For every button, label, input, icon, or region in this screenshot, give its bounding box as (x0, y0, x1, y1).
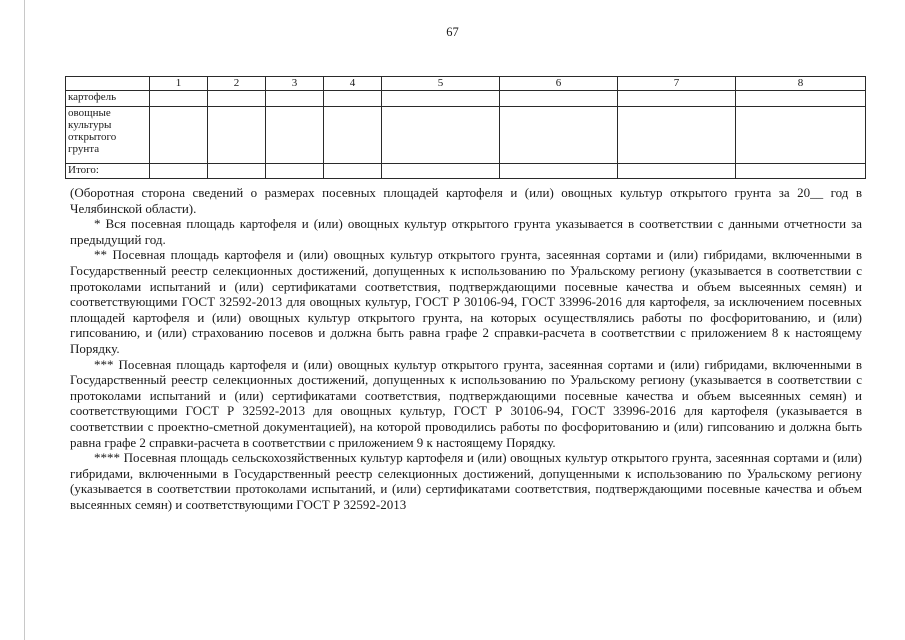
table-cell (500, 164, 618, 179)
table-header-cell: 1 (150, 77, 208, 91)
scan-edge-line (24, 0, 25, 640)
table-row-vegetables (66, 107, 866, 164)
table-cell (324, 164, 382, 179)
table-cell (618, 107, 736, 164)
table-cell (150, 164, 208, 179)
page-number: 67 (446, 25, 459, 39)
table-cell (382, 91, 500, 107)
paragraph-reverse-side-note: (Оборотная сторона сведений о размерах посевных площадей картофеля и (или) овощных культур открытого грунта за 20__ год в Челябинской области). (70, 185, 862, 216)
table-cell (382, 164, 500, 179)
table-cell (266, 164, 324, 179)
paragraph-footnote-4: **** Посевная площадь сельскохозяйственных культур картофеля и (или) овощных культур открытого грунта, засеянная сортами и (или) гибридами, включенными в Государственный реестр селекционных достижений, допущенными к использованию по Уральскому региону (указывается в соответствии протоколами испытаний, и (или) сертификатами соответствия, подтверждающими посевные качества и объем высеянных семян) и соответствующими ГОСТ Р 32592-2013 (70, 450, 862, 512)
table-header-cell (66, 77, 150, 91)
table-header-cell: 2 (208, 77, 266, 91)
table-header-cell: 7 (618, 77, 736, 91)
table-cell (208, 164, 266, 179)
row-label: картофель (66, 91, 150, 107)
table-cell (208, 91, 266, 107)
table-cell (324, 107, 382, 164)
table-cell (208, 107, 266, 164)
row-label: Итого: (66, 164, 150, 179)
table-cell (500, 91, 618, 107)
table-cell (736, 91, 866, 107)
table-header-cell: 6 (500, 77, 618, 91)
table-cell (618, 164, 736, 179)
paragraph-footnote-3: *** Посевная площадь картофеля и (или) овощных культур открытого грунта, засеянная сортами и (или) гибридами, включенными в Государственный реестр селекционных достижений, допущенных к использованию по Уральскому региону (указывается в соответствии с протоколами испытаний и (или) сертификатами соответствия, подтверждающими посевные качества и объем высеянных семян) и соответствующими ГОСТ Р 32592-2013 для овощных культур, ГОСТ Р 30106-94, ГОСТ 33996-2016 для картофеля (указывается в соответствии с проектно-сметной документацией), на которой проводились работы по фосфоритованию и (или) гипсованию и должна быть равна графе 2 справки-расчета в соответствии с приложением 9 к настоящему Порядку. (70, 356, 862, 450)
table-cell (150, 107, 208, 164)
table-cell (324, 91, 382, 107)
table-row-total (66, 164, 866, 179)
table-header-cell: 8 (736, 77, 866, 91)
sowing-area-table (65, 76, 866, 179)
table-header-cell: 4 (324, 77, 382, 91)
table-header-cell: 5 (382, 77, 500, 91)
document-body (70, 185, 862, 512)
table-cell (266, 91, 324, 107)
table-cell (736, 107, 866, 164)
table-cell (618, 91, 736, 107)
row-label: овощные культуры открытого грунта (66, 107, 150, 164)
table-cell (382, 107, 500, 164)
table-cell (736, 164, 866, 179)
paragraph-footnote-2: ** Посевная площадь картофеля и (или) овощных культур открытого грунта, засеянная сортами и (или) гибридами, включенными в Государственный реестр селекционных достижений, допущенных к использованию по Уральскому региону (указывается в соответствии с протоколами испытаний и (или) сертификатами соответствия, подтверждающими посевные качества и объем высеянных семян) и соответствующими ГОСТ 32592-2013 для овощных культур, ГОСТ Р 30106-94, ГОСТ 33996-2016 для картофеля, за исключением посевных площадей картофеля и (или) овощных культур открытого грунта, на которых осуществлялись работы по фосфоритованию, и (или) гипсованию, и (или) страхованию посевов и должна быть равна графе 2 справки-расчета в соответствии с приложением 8 к настоящему Порядку. (70, 247, 862, 356)
table-row-potato (66, 91, 866, 107)
table-header-cell: 3 (266, 77, 324, 91)
paragraph-footnote-1: * Вся посевная площадь картофеля и (или) овощных культур открытого грунта указывается в соответствии с данными отчетности за предыдущий год. (70, 216, 862, 247)
table-cell (150, 91, 208, 107)
table-header-row (66, 77, 866, 91)
table-cell (266, 107, 324, 164)
table-cell (500, 107, 618, 164)
